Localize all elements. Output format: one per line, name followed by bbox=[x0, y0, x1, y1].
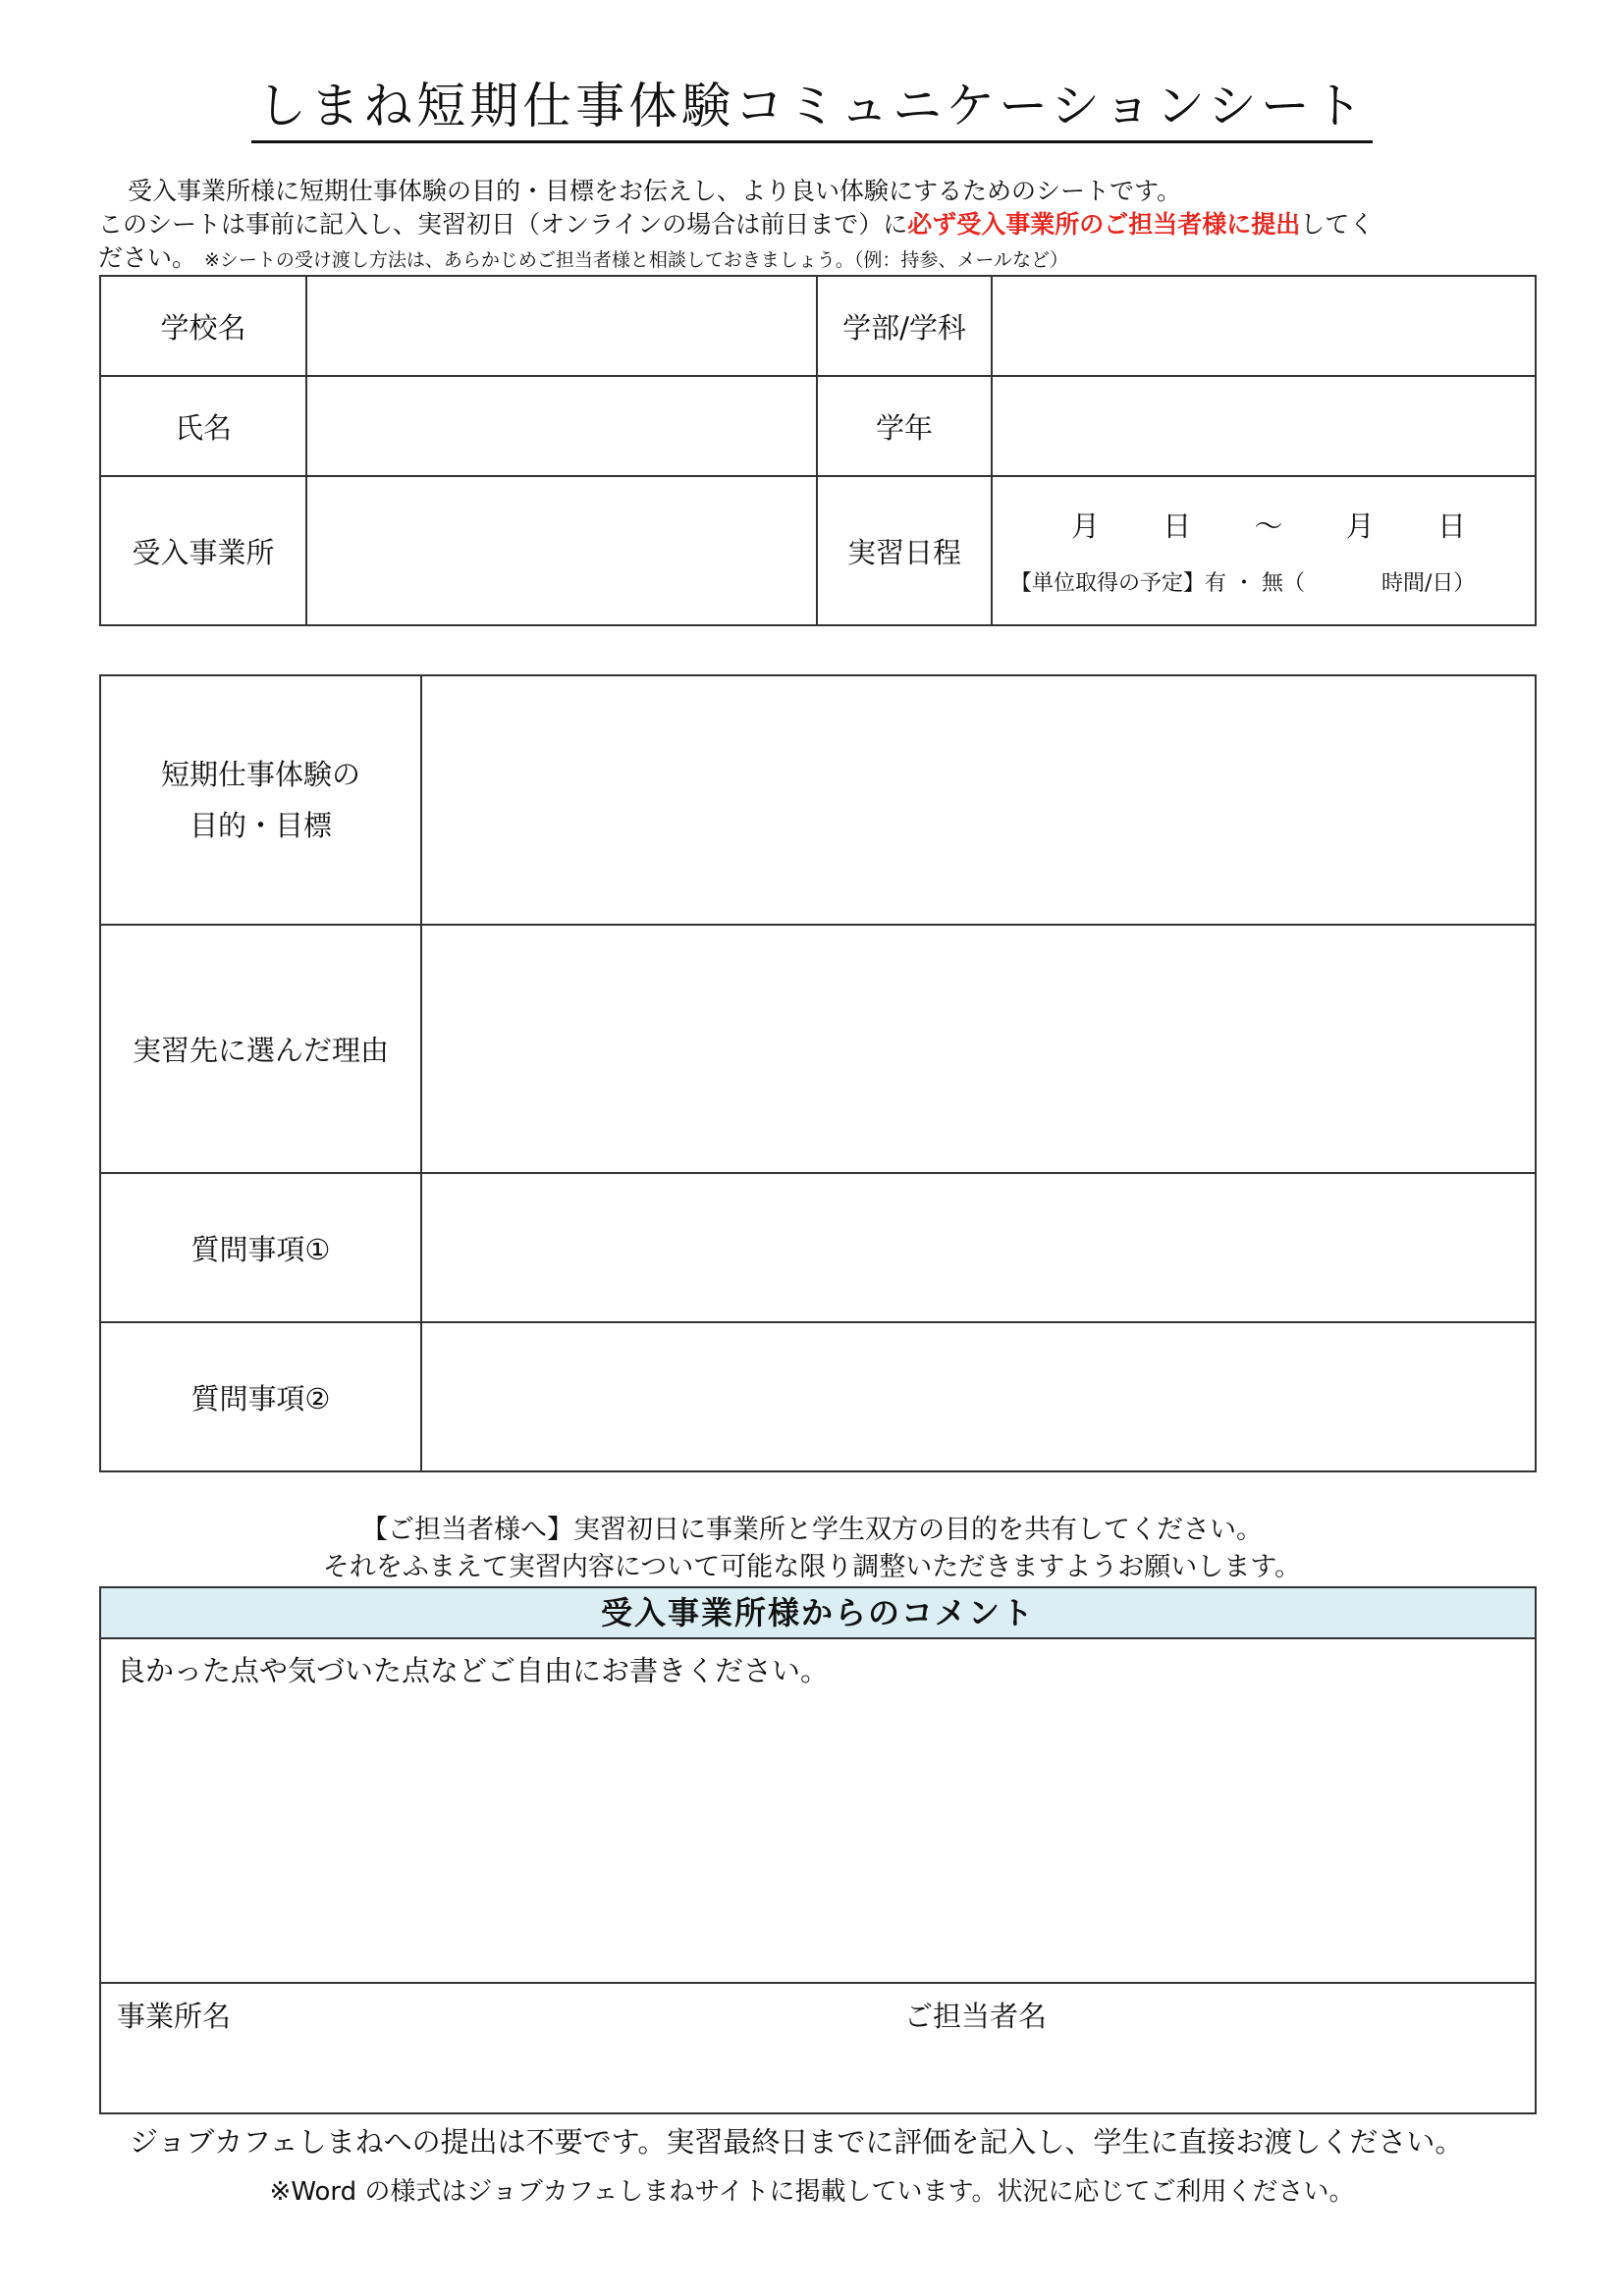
goal-label-line-1: 短期仕事体験の bbox=[160, 758, 360, 791]
intro-line-2-end: してく bbox=[1300, 210, 1375, 239]
intro-line-3-text: ださい。 bbox=[98, 243, 197, 272]
dept-field[interactable] bbox=[992, 276, 1536, 376]
schedule-dates bbox=[993, 505, 1535, 545]
page-title: しまね短期仕事体験コミュニケーションシート bbox=[251, 78, 1373, 143]
notice-line-1: 【ご担当者様へ】実習初日に事業所と学生双方の目的を共有してください。 bbox=[361, 1515, 1263, 1545]
comment-prompt: 良かった点や気づいた点などご自由にお書きください。 bbox=[117, 1654, 830, 1687]
schedule-day-start: 日 bbox=[1163, 509, 1192, 543]
grade-label: 学年 bbox=[817, 376, 992, 476]
credit-unit: 時間/日） bbox=[1381, 571, 1476, 596]
question-2-field[interactable] bbox=[421, 1322, 1536, 1471]
intro-line-2-text: このシートは事前に記入し、実習初日（オンラインの場合は前日まで）に bbox=[98, 210, 908, 239]
school-label: 学校名 bbox=[100, 276, 306, 376]
goal-label bbox=[100, 675, 421, 925]
signature-field[interactable] bbox=[101, 1984, 1535, 2111]
question-2-label: 質問事項② bbox=[100, 1322, 421, 1471]
intro-line-1: 受入事業所様に短期仕事体験の目的・目標をお伝えし、より良い体験にするためのシートです。 bbox=[128, 177, 1182, 205]
question-1-label: 質問事項① bbox=[100, 1173, 421, 1322]
intro-line-2 bbox=[98, 208, 1542, 241]
schedule-label: 実習日程 bbox=[817, 476, 992, 625]
credit-label: 【単位取得の予定】 bbox=[1010, 571, 1206, 596]
comment-field[interactable] bbox=[101, 1639, 1535, 1981]
page-title-wrap bbox=[0, 77, 1624, 135]
footer-line-1: ジョブカフェしまねへの提出は不要です。実習最終日までに評価を記入し、学生に直接お渡しください。 bbox=[130, 2125, 1464, 2159]
student-info-table bbox=[99, 275, 1537, 626]
schedule-day-end: 日 bbox=[1436, 509, 1466, 543]
schedule-month-start: 月 bbox=[1071, 509, 1101, 543]
name-label: 氏名 bbox=[100, 376, 306, 476]
school-field[interactable] bbox=[306, 276, 817, 376]
schedule-tilde: ～ bbox=[1254, 509, 1283, 543]
schedule-month-end: 月 bbox=[1345, 509, 1375, 543]
credit-options: 有 ・ 無（ bbox=[1205, 571, 1306, 596]
company-label: 受入事業所 bbox=[100, 476, 306, 625]
goals-table bbox=[99, 674, 1537, 1472]
schedule-field[interactable] bbox=[992, 476, 1536, 625]
goal-label-line-2: 目的・目標 bbox=[189, 809, 332, 842]
grade-field[interactable] bbox=[992, 376, 1536, 476]
goal-field[interactable] bbox=[421, 675, 1536, 925]
dept-label: 学部/学科 bbox=[817, 276, 992, 376]
comment-box bbox=[99, 1586, 1537, 2114]
intro-line-3 bbox=[98, 241, 1542, 277]
notice-line-2: それをふまえて実習内容について可能な限り調整いただきますようお願いします。 bbox=[322, 1552, 1302, 1582]
intro-emphasis: 必ず受入事業所のご担当者様に提出 bbox=[907, 210, 1301, 239]
footer-line-2: ※Word の様式はジョブカフェしまねサイトに掲載しています。状況に応じてご利用ください。 bbox=[269, 2177, 1355, 2207]
question-1-field[interactable] bbox=[421, 1173, 1536, 1322]
name-field[interactable] bbox=[306, 376, 817, 476]
company-name-label: 事業所名 bbox=[117, 2000, 232, 2033]
credit-plan bbox=[993, 566, 1535, 597]
contact-name-label: ご担当者名 bbox=[904, 2000, 1048, 2033]
reason-field[interactable] bbox=[421, 925, 1536, 1173]
reason-label: 実習先に選んだ理由 bbox=[100, 925, 421, 1173]
intro-handover-note: ※シートの受け渡し方法は、あらかじめご担当者様と相談しておきましょう。（例：持参、メールなど） bbox=[203, 249, 1069, 271]
comment-header: 受入事業所様からのコメント bbox=[101, 1588, 1535, 1639]
company-field[interactable] bbox=[306, 476, 817, 625]
